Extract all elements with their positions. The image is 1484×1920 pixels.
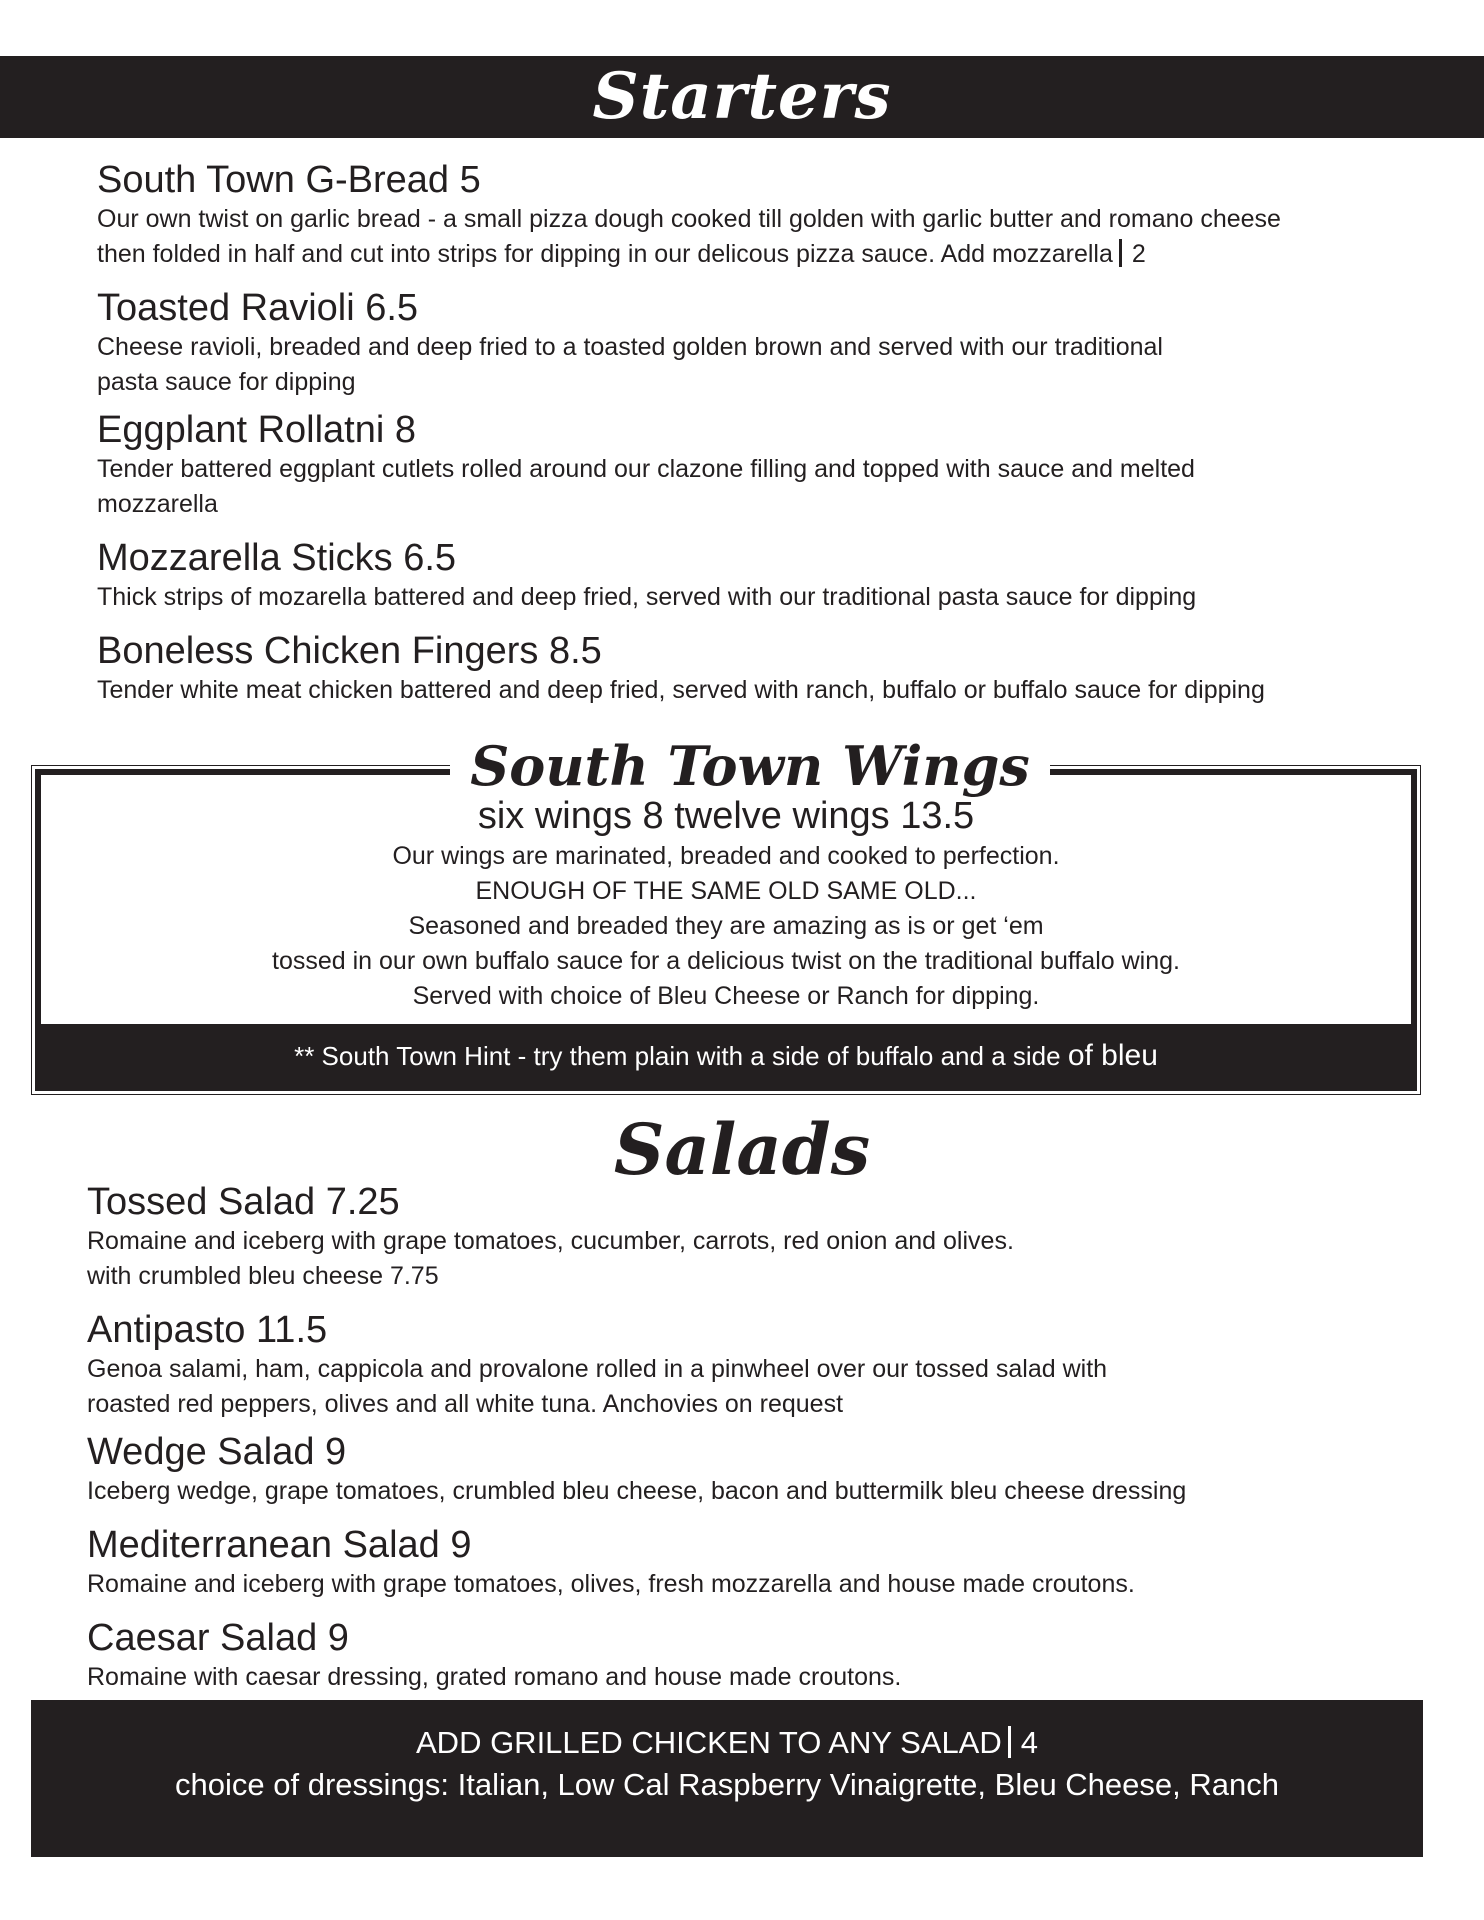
starter-item (97, 158, 1427, 272)
hint-text: ** South Town Hint - try them plain with a side of buffalo and a side (294, 1041, 1061, 1071)
wings-line: Seasoned and breaded they are amazing as is or get ‘em (408, 912, 1044, 940)
item-name: Mediterranean Salad 9 (87, 1524, 472, 1566)
wings-prices: six wings 8 twelve wings 13.5 (477, 795, 975, 837)
item-description: Tender battered eggplant cutlets rolled around our clazone filling and topped with sauce and melted mozzarella (97, 455, 1195, 518)
item-description: Thick strips of mozarella battered and deep fried, served with our traditional pasta sauce for dipping (97, 583, 1197, 611)
salad-item (87, 1430, 1417, 1509)
starter-item (97, 629, 1427, 708)
item-description: Tender white meat chicken battered and deep fried, served with ranch, buffalo or buffalo sauce for dipping (97, 676, 1265, 704)
salad-item (87, 1180, 1417, 1294)
wings-line: Served with choice of Bleu Cheese or Ranch for dipping. (412, 982, 1040, 1010)
item-name: Boneless Chicken Fingers 8.5 (97, 630, 602, 672)
salad-item (87, 1523, 1417, 1602)
wings-line: Our wings are marinated, breaded and cooked to perfection. (392, 842, 1060, 870)
wings-heading: South Town Wings (470, 734, 1030, 798)
dressings-line: choice of dressings: Italian, Low Cal Raspberry Vinaigrette, Bleu Cheese, Ranch (175, 1767, 1279, 1802)
salad-item (87, 1308, 1417, 1422)
item-description: Our own twist on garlic bread - a small pizza dough cooked till golden with garlic butter and romano cheese then folded in half and cut into strips for dipping in our delicous pizza sauce. Add mozzarella 2 (97, 205, 1281, 268)
starter-item (97, 408, 1427, 522)
divider-bar (1008, 1726, 1011, 1758)
starters-banner (0, 56, 1484, 138)
salad-item (87, 1616, 1417, 1695)
item-name: South Town G-Bread 5 (97, 159, 481, 201)
item-description: Romaine and iceberg with grape tomatoes, olives, fresh mozzarella and house made croutons. (87, 1570, 1135, 1598)
chicken-addon: ADD GRILLED CHICKEN TO ANY SALAD 4 (416, 1725, 1038, 1760)
hint-text-end: of bleu (1067, 1039, 1158, 1072)
item-name: Toasted Ravioli 6.5 (97, 287, 419, 329)
item-description: Romaine with caesar dressing, grated romano and house made croutons. (87, 1663, 902, 1691)
divider-bar (1119, 239, 1122, 267)
item-name: Caesar Salad 9 (87, 1617, 349, 1659)
starters-heading: Starters (592, 59, 892, 134)
wings-line: ENOUGH OF THE SAME OLD SAME OLD... (475, 877, 977, 905)
item-description: Iceberg wedge, grape tomatoes, crumbled bleu cheese, bacon and buttermilk bleu cheese dressing (87, 1477, 1187, 1505)
item-description: Cheese ravioli, breaded and deep fried to a toasted golden brown and served with our traditional pasta sauce for dipping (97, 333, 1163, 396)
wings-body (37, 793, 1415, 1014)
salad-footer-bar (31, 1700, 1423, 1857)
item-name: Tossed Salad 7.25 (87, 1181, 400, 1223)
salads-heading: Salads (613, 1108, 871, 1191)
starter-item (97, 286, 1427, 400)
wings-title (450, 733, 1050, 799)
wings-hint (37, 1024, 1415, 1088)
wings-line: tossed in our own buffalo sauce for a delicious twist on the traditional buffalo wing. (272, 947, 1180, 975)
item-name: Antipasto 11.5 (87, 1309, 328, 1351)
item-description: Genoa salami, ham, cappicola and provalone rolled in a pinwheel over our tossed salad with roasted red peppers, olives and all white tuna. Anchovies on request (87, 1355, 1108, 1418)
item-name: Eggplant Rollatni 8 (97, 409, 416, 451)
chicken-price: 4 (1020, 1725, 1038, 1760)
item-name: Wedge Salad 9 (87, 1431, 347, 1473)
item-description: Romaine and iceberg with grape tomatoes, cucumber, carrots, red onion and olives. with crumbled bleu cheese 7.75 (87, 1227, 1014, 1290)
starter-item (97, 536, 1427, 615)
addon-price: 2 (1131, 240, 1146, 268)
item-name: Mozzarella Sticks 6.5 (97, 537, 457, 579)
